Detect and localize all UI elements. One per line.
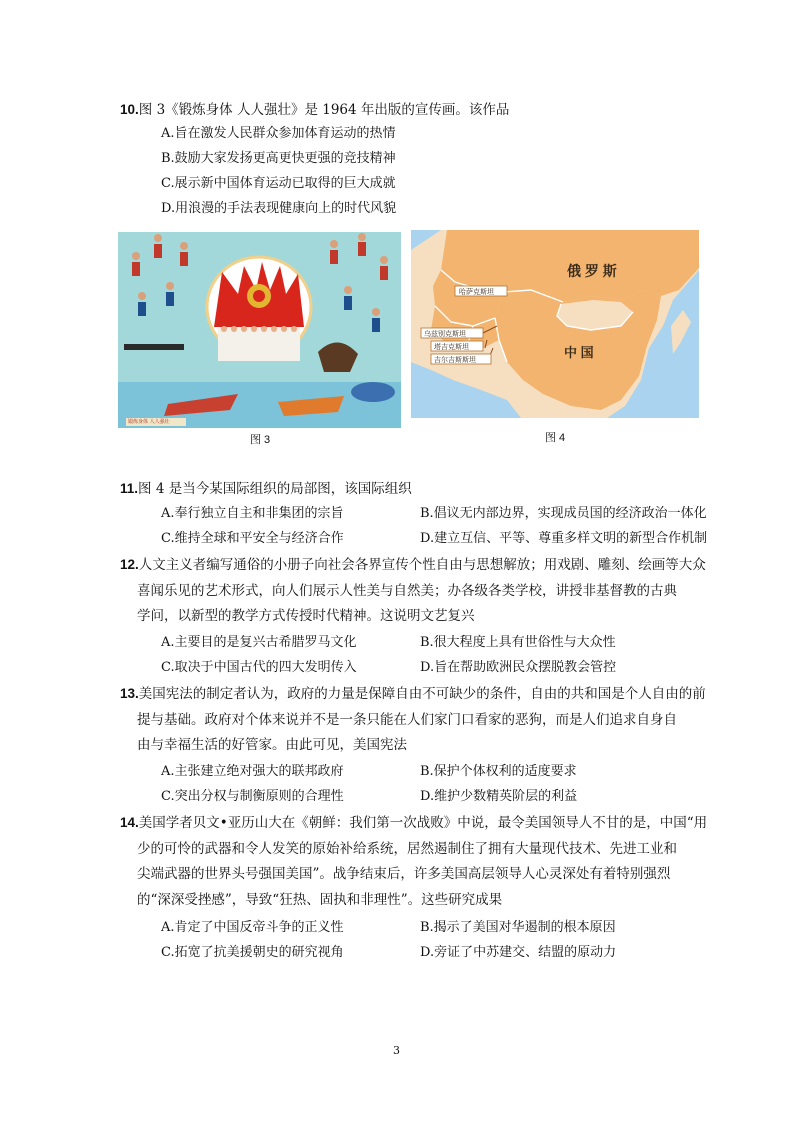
page-number: 3 [393,1044,400,1057]
question-line: 少的可怜的武器和令人发笑的原始补给系统，居然遏制住了拥有大量现代技术、先进工业和 [137,840,677,857]
figure-4-map [411,230,699,418]
q11-option-a[interactable]: A.奉行独立自主和非集团的宗旨 [161,506,344,521]
map-label-kyrgyzstan: 吉尔吉斯斯坦 [434,357,476,364]
question-number: 12. [120,557,139,572]
q13-option-d[interactable]: D.维护少数精英阶层的利益 [420,789,578,804]
figure-3-poster [118,232,401,428]
q11-option-c[interactable]: C.维持全球和平安全与经济合作 [161,531,344,546]
question-line: 14.美国学者贝文•亚历山大在《朝鲜：我们第一次战败》中说，最令美国领导人不甘的是，中国“用 [120,815,708,831]
question-stem: 图 3《锻炼身体 人人强壮》是 1964 年出版的宣传画。该作品 [138,102,510,118]
q14-option-d[interactable]: D.旁证了中苏建交、结盟的原动力 [420,945,617,960]
q12-option-b[interactable]: B.很大程度上具有世俗性与大众性 [420,635,616,650]
q14-option-b[interactable]: B.揭示了美国对华遏制的根本原因 [420,920,616,935]
question-number: 10. [120,102,139,117]
question-line: 提与基础。政府对个体来说并不是一条只能在人们家门口看家的恶狗，而是人们追求自身自 [137,711,677,728]
question-stem: 图 4 是当今某国际组织的局部图，该国际组织 [138,481,412,497]
q13-option-c[interactable]: C.突出分权与制衡原则的合理性 [161,789,344,804]
q11-option-b[interactable]: B.倡议无内部边界，实现成员国的经济政治一体化 [420,506,707,521]
question-line: 的“深深受挫感”，导致“狂热、固执和非理性”。这些研究成果 [137,891,503,908]
question-number: 13. [120,686,139,701]
map-label-uzbekistan: 乌兹别克斯坦 [424,331,466,338]
figure-3-caption: 图 3 [250,434,271,446]
q13-option-b[interactable]: B.保护个体权利的适度要求 [420,764,577,779]
q10-option-d[interactable]: D.用浪漫的手法表现健康向上的时代风貌 [161,201,397,216]
question-10 [120,98,730,122]
question-number: 14. [120,815,139,830]
q11-option-d[interactable]: D.建立互信、平等、尊重多样文明的新型合作机制 [420,531,708,546]
question-14 [120,810,732,913]
map-label-china: 中 国 [564,345,594,360]
question-line: 喜闻乐见的艺术形式，向人们展示人性美与自然美；办各级各类学校，讲授非基督教的古典 [137,582,677,599]
q10-option-a[interactable]: A.旨在激发人民群众参加体育运动的热情 [161,126,396,141]
question-line: 12.人文主义者编写通俗的小册子向社会各界宣传个性自由与思想解放；用戏剧、雕刻、绘画等大众 [120,557,706,573]
map-illustration [411,230,699,418]
question-11 [120,477,730,501]
q12-option-c[interactable]: C.取决于中国古代的四大发明传入 [161,660,357,675]
question-12 [120,552,732,630]
q13-option-a[interactable]: A.主张建立绝对强大的联邦政府 [161,764,344,779]
q10-option-c[interactable]: C.展示新中国体育运动已取得的巨大成就 [161,176,396,191]
question-13 [120,681,732,759]
map-label-tajikistan: 塔吉克斯坦 [434,344,469,351]
q14-option-a[interactable]: A.肯定了中国反帝斗争的正义性 [161,920,344,935]
question-line: 13.美国宪法的制定者认为，政府的力量是保障自由不可缺少的条件，自由的共和国是个人自由的前 [120,686,706,702]
map-label-russia: 俄 罗 斯 [567,263,617,279]
question-line: 由与幸福生活的好管家。由此可见，美国宪法 [137,737,407,753]
question-number: 11. [120,481,139,496]
q12-option-a[interactable]: A.主要目的是复兴古希腊罗马文化 [161,635,357,650]
map-label-kazakhstan: 哈萨克斯坦 [459,289,494,296]
q14-option-c[interactable]: C.拓宽了抗美援朝史的研究视角 [161,945,344,960]
q10-option-b[interactable]: B.鼓励大家发扬更高更快更强的竞技精神 [161,151,396,166]
poster-title-text: 锻炼身体 人人强壮 [128,419,170,425]
figure-4-caption: 图 4 [545,432,566,444]
poster-illustration [118,232,401,428]
question-line: 尖端武器的世界头号强国美国”。战争结束后，许多美国高层领导人心灵深处有着特别强烈 [137,866,671,882]
question-line: 学问，以新型的教学方式传授时代精神。这说明文艺复兴 [137,608,475,624]
q12-option-d[interactable]: D.旨在帮助欧洲民众摆脱教会管控 [420,660,617,675]
